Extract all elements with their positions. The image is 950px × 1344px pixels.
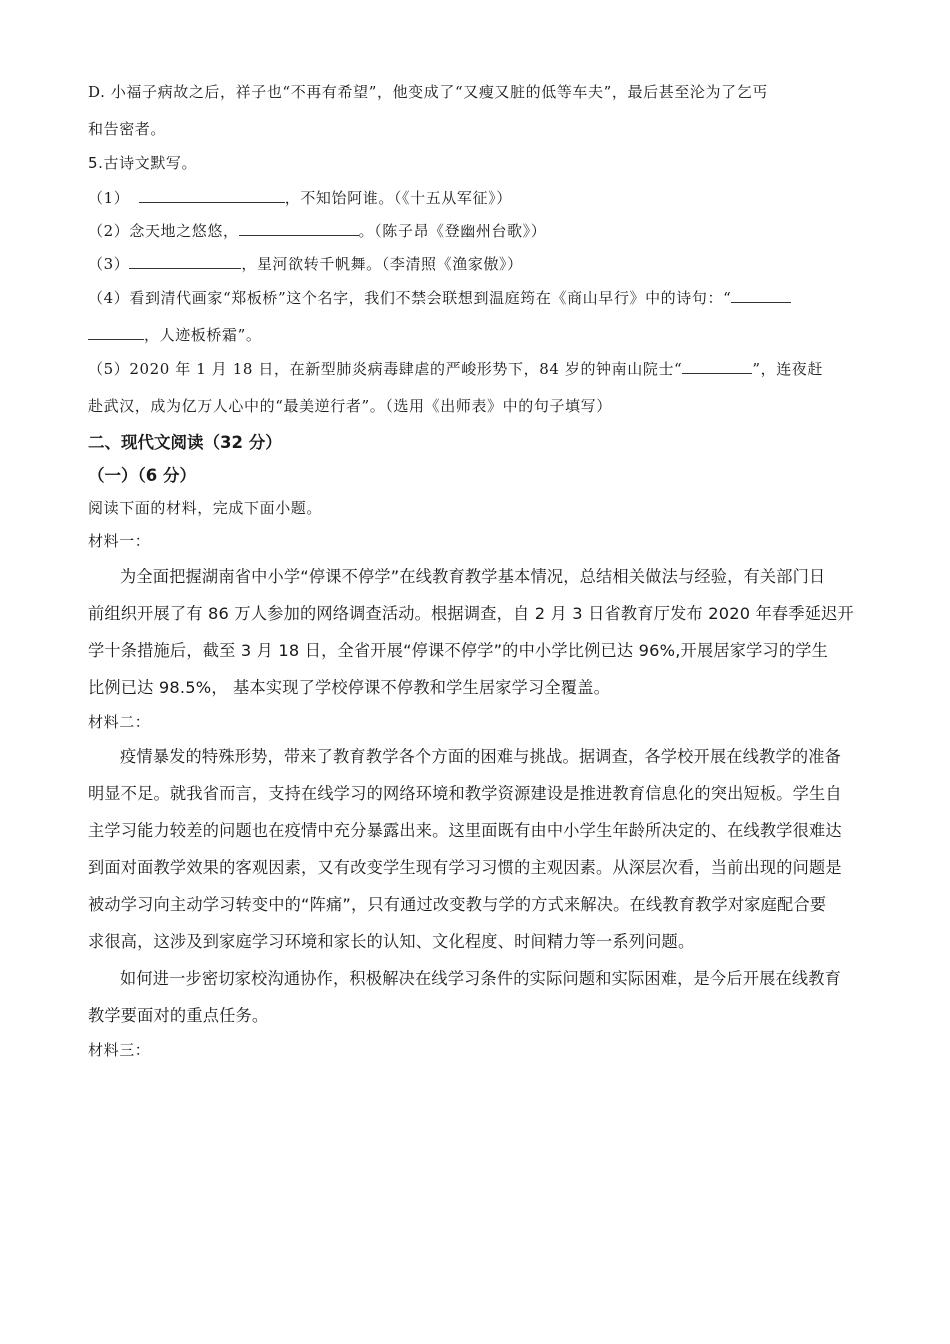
q5-item5-line1 xyxy=(88,358,823,379)
material2-line: 疫情暴发的特殊形势，带来了教育教学各个方面的困难与挑战。据调查，各学校开展在线教学的准备 xyxy=(120,747,842,766)
q5-item2-blank[interactable] xyxy=(239,221,359,236)
material1-label: 材料一： xyxy=(88,532,151,550)
q5-item3-num: （3） xyxy=(88,255,130,273)
q5-item5-line2: 赴武汉，成为亿万人心中的“最美逆行者”。（选用《出师表》中的句子填写） xyxy=(88,397,612,415)
material2-line: 到面对面教学效果的客观因素，又有改变学生现有学习习惯的主观因素。从深层次看，当前出现的问题是 xyxy=(88,858,842,877)
q5-item4-blank-part2[interactable] xyxy=(88,325,144,340)
q5-item2-after: 。（陈子昂《登幽州台歌》） xyxy=(358,222,547,240)
material1-line: 为全面把握湖南省中小学“停课不停学”在线教育教学基本情况，总结相关做法与经验，有关部门日 xyxy=(120,567,826,586)
q5-item3-blank[interactable] xyxy=(129,254,241,269)
material1-line: 前组织开展了有 86 万人参加的网络调查活动。根据调查，自 2 月 3 日省教育厅发布 2020 年春季延迟开 xyxy=(88,604,854,623)
material3-label: 材料三： xyxy=(88,1041,151,1059)
material2-line: 求很高，这涉及到家庭学习环境和家长的认知、文化程度、时间精力等一系列问题。 xyxy=(88,932,695,951)
q5-item5-blank[interactable] xyxy=(682,359,752,374)
q5-title-text: 古诗文默写。 xyxy=(103,154,198,172)
part1-title: （一）（6 分） xyxy=(88,466,196,485)
q5-item2-before: （2）念天地之悠悠， xyxy=(88,222,239,240)
q5-item4-line2 xyxy=(88,324,261,345)
material1-line: 学十条措施后，截至 3 月 18 日，全省开展“停课不停学”的中小学比例已达 96%,开展居家学习的学生 xyxy=(88,641,829,660)
option-d-line2: 和告密者。 xyxy=(88,120,167,138)
material2-line: 被动学习向主动学习转变中的“阵痛”，只有通过改变教与学的方式来解决。在线教育教学对家庭配合要 xyxy=(88,895,827,914)
q5-item1-after: ，不知饴阿谁。（《十五从军征》） xyxy=(284,189,512,207)
q5-item4-before: （4）看到清代画家“郑板桥”这个名字，我们不禁会联想到温庭筠在《商山早行》中的诗句：“ xyxy=(88,289,732,307)
q5-item4-after: ，人迹板桥霜”。 xyxy=(144,326,262,344)
q5-item4-blank-part1[interactable] xyxy=(731,288,791,303)
material2-label: 材料二： xyxy=(88,713,151,731)
material1-line: 比例已达 98.5%， 基本实现了学校停课不停教和学生居家学习全覆盖。 xyxy=(88,678,610,697)
q5-item2 xyxy=(88,220,546,241)
material2-line: 主学习能力较差的问题也在疫情中充分暴露出来。这里面既有由中小学生年龄所决定的、在线教学很难达 xyxy=(88,821,842,840)
option-d-line1: D. 小福子病故之后，祥子也“不再有希望”，他变成了“又瘦又脏的低等车夫”，最后甚至沦为了乞丐 xyxy=(88,83,768,101)
q5-item1 xyxy=(88,187,512,208)
q5-item3-after: ，星河欲转千帆舞。（李清照《渔家傲》） xyxy=(241,255,523,273)
q5-item5-after: ”，连夜赶 xyxy=(752,360,823,378)
q5-number: 5. xyxy=(88,154,104,172)
q5-item3 xyxy=(88,253,523,274)
material2-line: 明显不足。就我省而言，支持在线学习的网络环境和教学资源建设是推进教育信息化的突出短板。学生自 xyxy=(88,784,842,803)
reading-instruction: 阅读下面的材料，完成下面小题。 xyxy=(88,499,323,517)
q5-item5-before: （5）2020 年 1 月 18 日，在新型肺炎病毒肆虐的严峻形势下，84 岁的钟南山院士“ xyxy=(88,360,683,378)
material2-line: 如何进一步密切家校沟通协作，积极解决在线学习条件的实际问题和实际困难，是今后开展在线教育 xyxy=(120,969,842,988)
q5-item1-blank[interactable] xyxy=(139,188,285,203)
q5-item4-line1 xyxy=(88,287,791,308)
section2-title: 二、现代文阅读（32 分） xyxy=(88,433,282,452)
q5-title xyxy=(88,152,197,173)
q5-item1-num: （1） xyxy=(88,189,130,207)
material2-line: 教学要面对的重点任务。 xyxy=(88,1006,269,1025)
